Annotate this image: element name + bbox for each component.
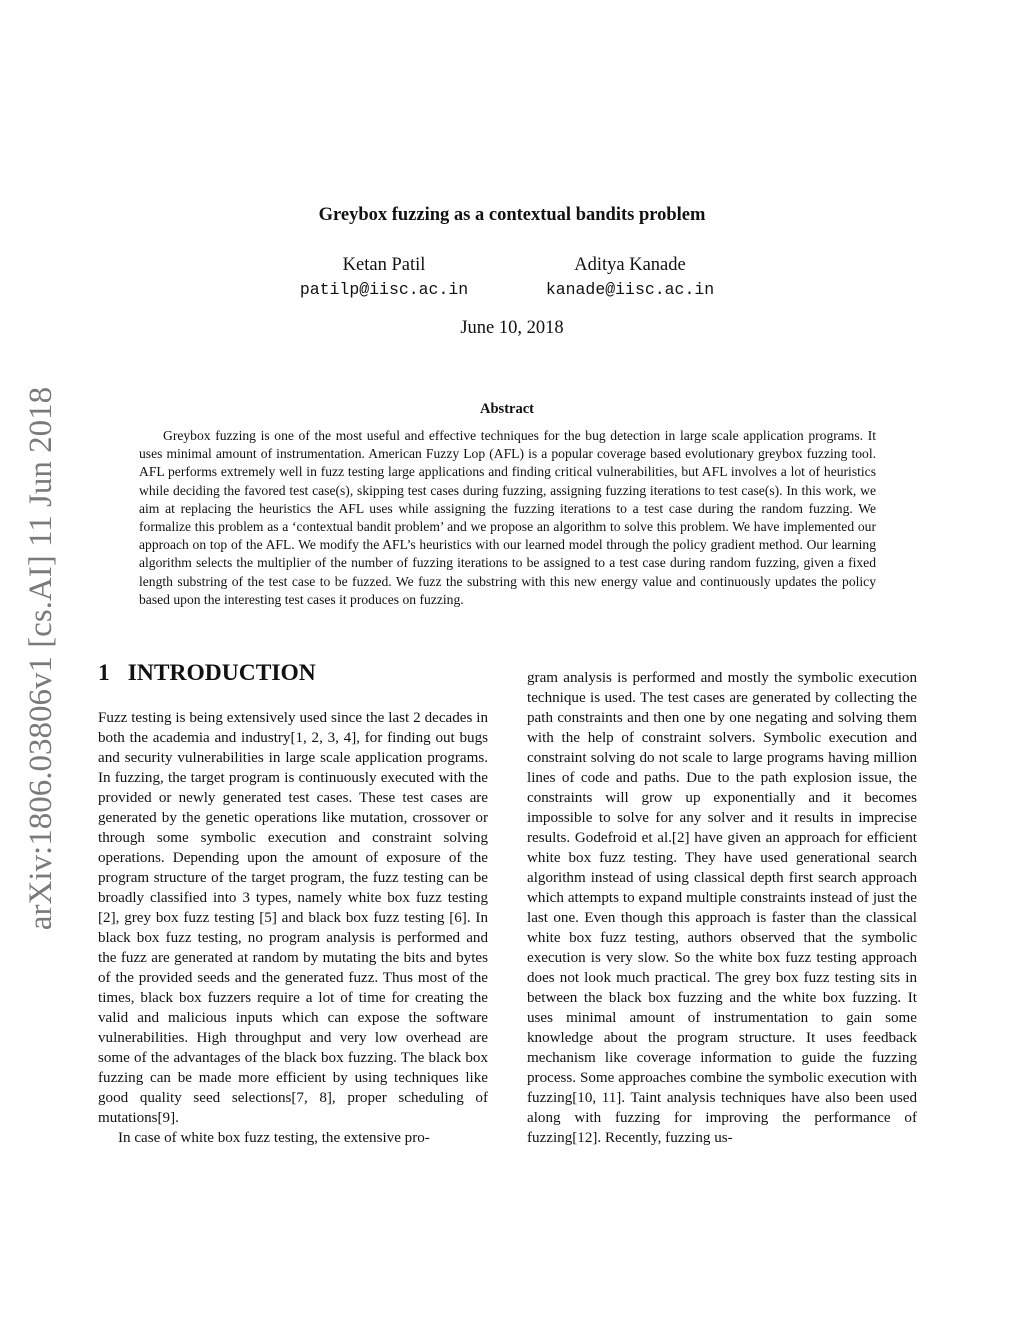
arxiv-identifier: arXiv:1806.03806v1 [cs.AI] 11 Jun 2018	[23, 386, 60, 930]
section-number: 1	[98, 660, 110, 686]
author-email: patilp@iisc.ac.in	[299, 280, 469, 299]
author-block	[510, 255, 750, 299]
right-column	[527, 668, 917, 1148]
author-email: kanade@iisc.ac.in	[545, 280, 715, 299]
abstract-text: Greybox fuzzing is one of the most useful and effective techniques for the bug detection in large scale application programs. It uses minimal amount of instrumentation. American Fuzzy Lop (AFL) is a popular coverage based evolutionary greybox fuzzing tool. AFL performs extremely well in fuzz testing large applications and finding critical vulnerabilities, but AFL involves a lot of heuristics while deciding the favored test case(s), skipping test cases during fuzzing, assigning fuzzing iterations to test case(s). In this work, we aim at replacing the heuristics the AFL uses while assigning the fuzzing iterations to a test case during the random fuzzing. We formalize this problem as a ‘contextual bandit problem’ and we propose an algorithm to solve this problem. We have implemented our approach on top of the AFL. We modify the AFL’s heuristics with our learned model through the policy gradient method. Our learning algorithm selects the multiplier of the number of fuzzing iterations to be assigned to a test case during random fuzzing, given a fixed length substring of the test case to be fuzzed. We fuzz the substring with this new energy value and continuously updates the policy based upon the interesting test cases it produces on fuzzing.	[139, 428, 876, 607]
author-name: Ketan Patil	[342, 255, 426, 275]
left-column	[98, 708, 488, 1148]
body-paragraph: Fuzz testing is being extensively used since the last 2 decades in both the academia and industry[1, 2, 3, 4], for finding out bugs and security vulnerabilities in large scale application programs. In fuzzing, the target program is continuously executed with the provided or newly generated test cases. These test cases are generated by the genetic operations like mutation, crossover or through some symbolic execution and constraint solving operations. Depending upon the amount of exposure of the program structure of the target program, the fuzz testing can be broadly classified into 3 types, namely white box fuzz testing [2], grey box fuzz testing [5] and black box fuzz testing [6]. In black box fuzz testing, no program analysis is performed and the fuzz are generated at random by mutating the bits and bytes of the provided seeds and the generated fuzz. Thus most of the times, black box fuzzers require a lot of time for creating the valid and malicious inputs which can expose the software vulnerabilities. High throughput and very low overhead are some of the advantages of the black box fuzzing. The black box fuzzing can be made more efficient by using techniques like good quality seed selections[7, 8], proper scheduling of mutations[9].	[98, 710, 488, 1126]
abstract-heading: Abstract	[480, 401, 534, 417]
section-title: INTRODUCTION	[127, 660, 316, 686]
body-paragraph: In case of white box fuzz testing, the extensive pro-	[118, 1130, 430, 1146]
arxiv-side-stamp	[20, 368, 64, 948]
paper-title: Greybox fuzzing as a contextual bandits problem	[318, 205, 706, 225]
body-paragraph: gram analysis is performed and mostly the symbolic execution technique is used. The test cases are generated by collecting the path constraints and then one by one negating and solving them with the help of constraint solvers. Symbolic execution and constraint solving do not scale to large programs having million lines of code and paths. Due to the path explosion issue, the constraints will grow up exponentially and it becomes impossible to solve for any solver and it results in imprecise results. Godefroid et al.[2] have given an approach for efficient white box fuzz testing. They have used generational search algorithm instead of using classical depth first search approach which attempts to expand multiple constraints instead of just the last one. Even though this approach is faster than the classical white box fuzz testing, authors observed that the symbolic execution is very slow. So the white box fuzz testing approach does not look much practical. The grey box fuzz testing sits in between the black box fuzzing and the white box fuzzing. It uses minimal amount of instrumentation to gain some knowledge about the program structure. It uses feedback mechanism like coverage information to guide the fuzzing process. Some approaches combine the symbolic execution with fuzzing[10, 11]. Taint analysis techniques have also been used along with fuzzing for improving the performance of fuzzing[12]. Recently, fuzzing us-	[527, 670, 917, 1146]
author-block	[264, 255, 504, 299]
section-heading	[98, 660, 316, 687]
paper-date: June 10, 2018	[460, 318, 564, 338]
author-name: Aditya Kanade	[574, 255, 686, 275]
